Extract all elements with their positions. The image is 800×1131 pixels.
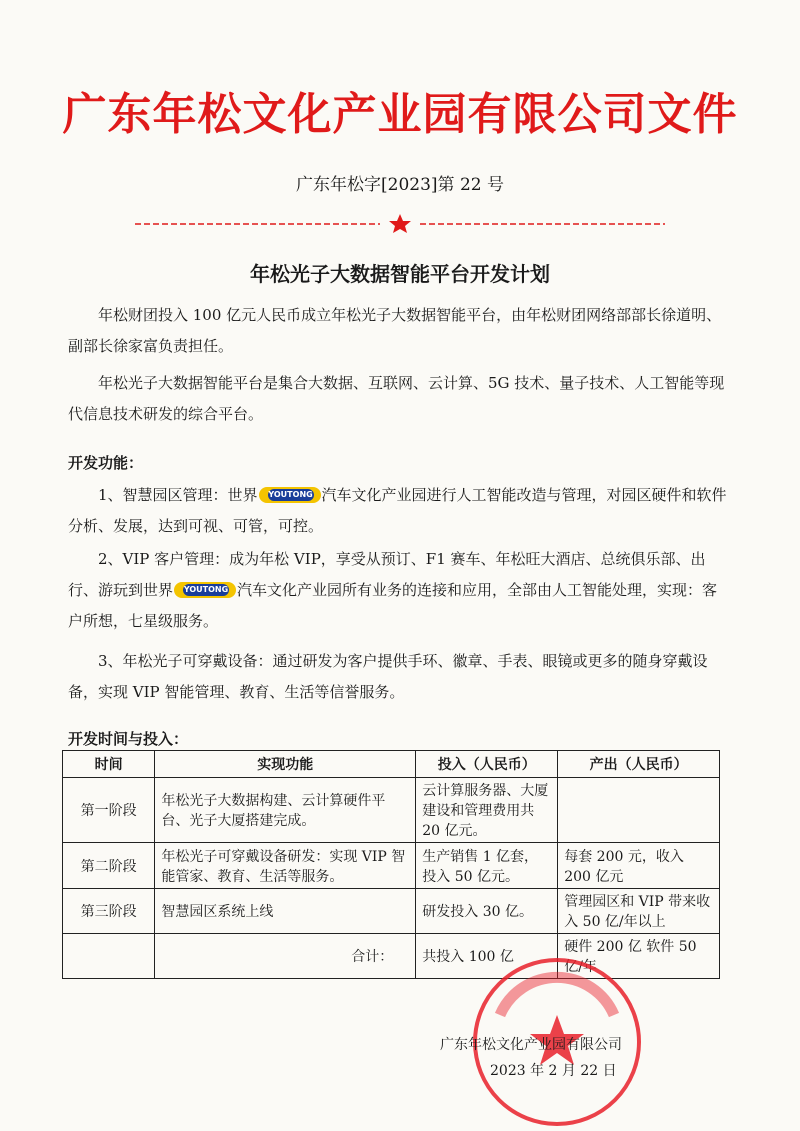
- output-cell: [558, 778, 720, 843]
- column-header: 实现功能: [155, 751, 416, 778]
- column-header: 时间: [63, 751, 155, 778]
- plan-title: 年松光子大数据智能平台开发计划: [250, 262, 550, 286]
- table-row: [63, 843, 720, 889]
- column-header: 投入（人民币）: [416, 751, 558, 778]
- document-header-title: 广东年松文化产业园有限公司文件: [62, 89, 738, 140]
- total-label: 合计：: [155, 934, 416, 979]
- phase-cell: 第一阶段: [63, 778, 155, 843]
- signature-organization: 广东年松文化产业园有限公司: [440, 1037, 622, 1053]
- schedule-table: [62, 750, 720, 979]
- phase-cell: 第二阶段: [63, 843, 155, 889]
- table-header-row: [63, 751, 720, 778]
- investment-cell: 研发投入 30 亿。: [416, 889, 558, 934]
- feature-item-1: [68, 480, 732, 542]
- output-cell: 管理园区和 VIP 带来收入 50 亿/年以上: [558, 889, 720, 934]
- feature-1-text-start: 1、智慧园区管理：世界: [98, 486, 258, 504]
- investment-cell: 生产销售 1 亿套，投入 50 亿元。: [416, 843, 558, 889]
- function-cell: 年松光子大数据构建、云计算硬件平台、光子大厦搭建完成。: [155, 778, 416, 843]
- column-header: 产出（人民币）: [558, 751, 720, 778]
- intro-paragraph-2: 年松光子大数据智能平台是集合大数据、互联网、云计算、5G 技术、量子技术、人工智能等现代信息技术研发的综合平台。: [68, 374, 725, 423]
- feature-1-text-end: 汽车文化产业园进行人工智能改造与管理，对园区硬件和软件分析、发展，达到可视、可管，可控。: [68, 486, 727, 535]
- total-output: 硬件 200 亿 软件 50 亿/年: [558, 934, 720, 979]
- star-icon: [389, 214, 411, 233]
- investment-cell: 云计算服务器、大厦建设和管理费用共 20 亿元。: [416, 778, 558, 843]
- table-row: [63, 778, 720, 843]
- schedule-heading: 开发时间与投入：: [68, 730, 189, 748]
- total-investment: 共投入 100 亿: [416, 934, 558, 979]
- function-cell: 智慧园区系统上线: [155, 889, 416, 934]
- features-heading: 开发功能：: [68, 454, 144, 472]
- feature-2-text-start: 2、VIP 客户管理：成为年松 VIP，享受从预订、F1 赛车、年松旺大酒店、总统俱乐部、出行、游玩到世界: [68, 550, 706, 599]
- feature-item-3: 3、年松光子可穿戴设备：通过研发为客户提供手环、徽章、手表、眼镜或更多的随身穿戴设备，实现 VIP 智能管理、教育、生活等信誉服务。: [68, 652, 708, 701]
- signature-date: 2023 年 2 月 22 日: [490, 1063, 617, 1079]
- feature-item-2: [68, 544, 732, 637]
- youtong-logo-text: YOUTONG: [268, 490, 313, 499]
- empty-cell: [63, 934, 155, 979]
- phase-cell: 第三阶段: [63, 889, 155, 934]
- youtong-logo: [259, 487, 321, 503]
- youtong-logo-text: YOUTONG: [183, 585, 229, 594]
- output-cell: 每套 200 元，收入 200 亿元: [558, 843, 720, 889]
- feature-2-text-end: 汽车文化产业园所有业务的连接和应用，全部由人工智能处理，实现：客户所想，七星级服务。: [68, 581, 718, 630]
- table-row: [63, 889, 720, 934]
- document-number: 广东年松字[2023]第 22 号: [296, 175, 504, 195]
- youtong-logo: [174, 582, 236, 598]
- red-divider-with-star: [135, 214, 665, 234]
- function-cell: 年松光子可穿戴设备研发：实现 VIP 智能管家、教育、生活等服务。: [155, 843, 416, 889]
- intro-paragraph-1: 年松财团投入 100 亿元人民币成立年松光子大数据智能平台，由年松财团网络部部长徐道明、副部长徐家富负责担任。: [68, 306, 722, 355]
